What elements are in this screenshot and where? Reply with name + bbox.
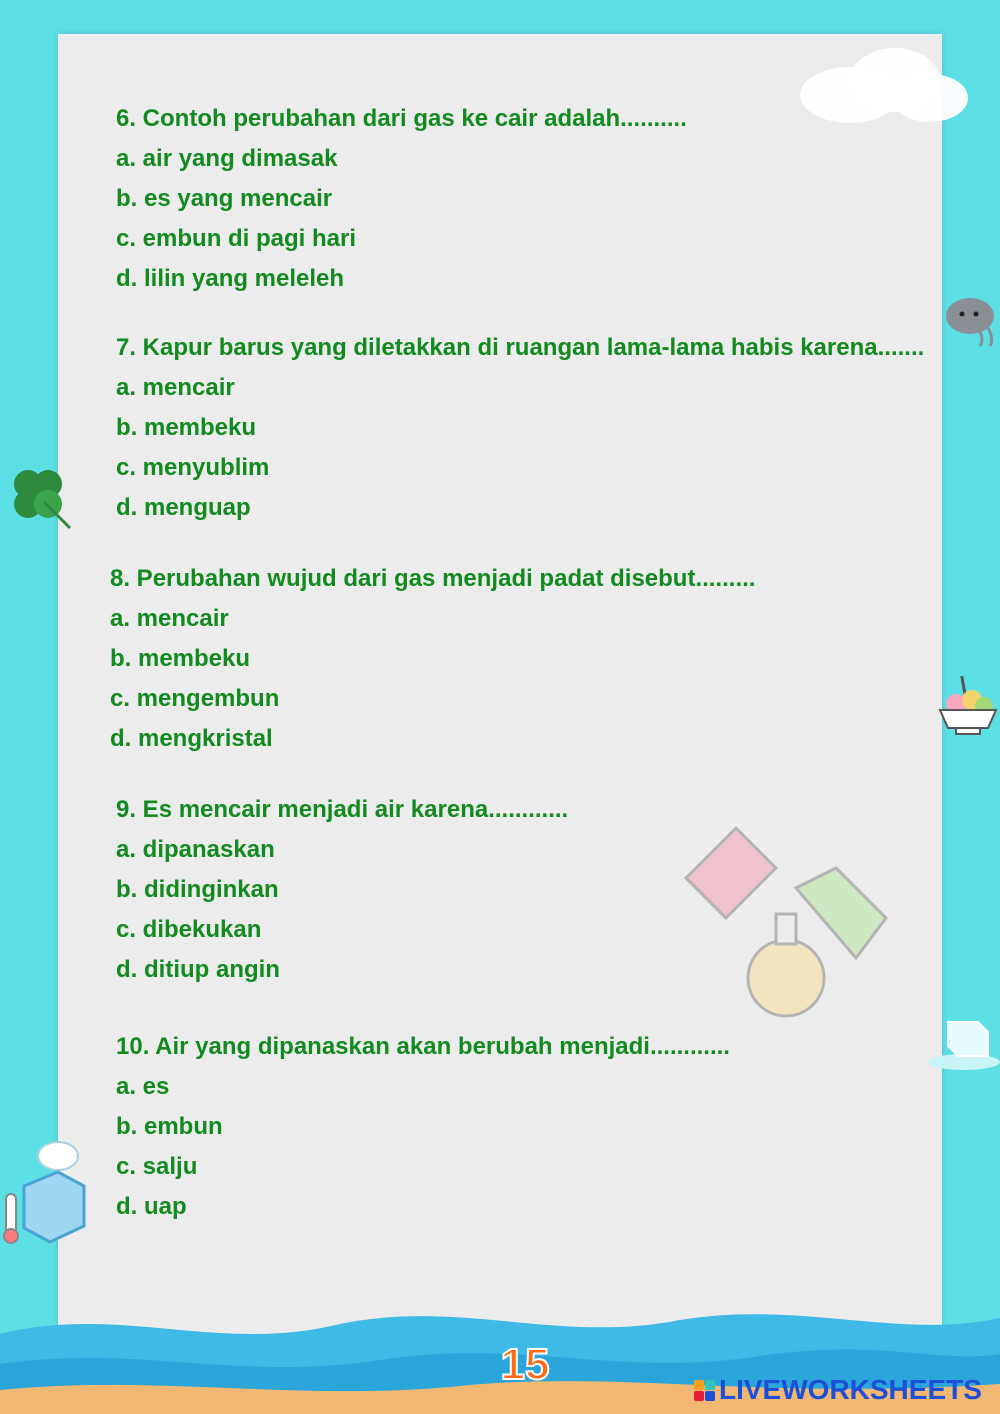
option-b: b. es yang mencair [116,185,333,212]
option-d: d. mengkristal [110,725,273,752]
option-d: d. menguap [116,494,251,521]
liveworksheets-logo[interactable] [694,1372,982,1408]
option-c: c. mengembun [110,685,280,712]
option-c: c. dibekukan [116,916,262,943]
clover-leaf-icon [4,462,76,534]
brand-name: LIVEWORKSHEETS [719,1374,982,1405]
option-b: b. membeku [110,645,251,672]
option-a: a. mencair [116,374,235,401]
question-7 [116,333,924,533]
option-a: a. air yang dimasak [116,145,338,172]
option-c: c. menyublim [116,454,270,481]
option-c: c. salju [116,1153,198,1180]
question-text: 7. Kapur barus yang diletakkan di ruangan lama-lama habis karena....... [116,334,925,361]
option-d: d. lilin yang meleleh [116,265,345,292]
option-d: d. ditiup angin [116,956,280,983]
question-text: 10. Air yang dipanaskan akan berubah menjadi............ [116,1033,730,1060]
option-c: c. embun di pagi hari [116,225,357,252]
option-b: b. embun [116,1113,223,1140]
option-a: a. dipanaskan [116,836,275,863]
question-10 [116,1032,730,1232]
question-text: 6. Contoh perubahan dari gas ke cair adalah.......... [116,105,687,132]
question-6 [116,104,687,304]
cloud-icon [790,40,970,130]
option-a: a. es [116,1073,170,1100]
option-a: a. mencair [110,605,229,632]
option-b: b. didinginkan [116,876,279,903]
page-number: 15 [500,1340,550,1389]
question-8 [110,564,755,764]
ice-cream-bowl-icon [936,674,1000,740]
option-d: d. uap [116,1193,187,1220]
rain-cloud-icon [940,292,1000,354]
liveworksheets-logo-icon [694,1380,715,1401]
question-9 [116,795,568,995]
melting-ice-thermometer-icon [0,1136,90,1248]
lab-glassware-icon [676,818,896,1028]
question-text: 8. Perubahan wujud dari gas menjadi padat disebut......... [110,565,756,592]
option-b: b. membeku [116,414,257,441]
ice-cube-icon [920,1012,1000,1074]
question-text: 9. Es mencair menjadi air karena............ [116,796,569,823]
